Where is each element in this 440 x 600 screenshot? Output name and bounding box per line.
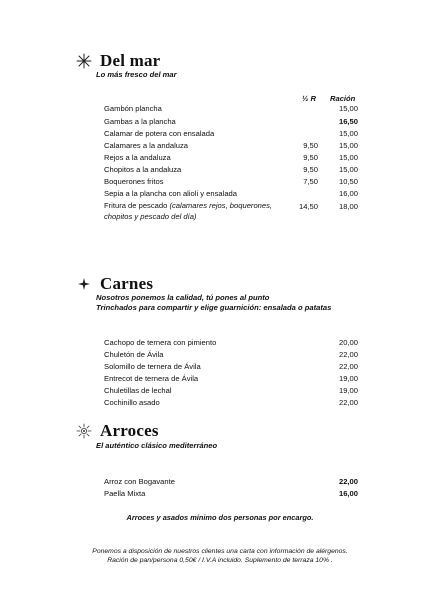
section-title-del-mar: Del mar	[100, 51, 161, 70]
subtitle-carnes-2: Trinchados para compartir y elige guarnición: ensalada o patatas	[96, 303, 332, 312]
item-price: 22,00	[338, 477, 358, 486]
menu-item	[104, 103, 358, 115]
item-price: 18,00	[338, 202, 358, 211]
subtitle-carnes-1: Nosotros ponemos la calidad, tú pones al punto	[96, 293, 270, 302]
item-name: Arroz con Bogavante	[104, 477, 175, 486]
menu-item	[104, 152, 358, 164]
item-name-note: (calamares rejos, boquerones, chopitos y pescado del día)	[104, 201, 273, 221]
menu-item	[104, 397, 358, 409]
footer-allergens: Ponemos a disposición de nuestros clientes una carta con información de alérgenos.	[92, 548, 348, 555]
item-name: Solomillo de ternera de Ávila	[104, 362, 201, 371]
item-name: Boquerones fritos	[104, 177, 164, 186]
section-header-carnes	[76, 274, 153, 294]
item-price: 22,00	[338, 398, 358, 407]
item-price: 15,00	[338, 153, 358, 162]
section-title-carnes: Carnes	[100, 274, 154, 293]
item-price: 22,00	[338, 350, 358, 359]
item-name: Chuletillas de lechal	[104, 386, 172, 395]
arroces-note: Arroces y asados mínimo dos personas por encargo.	[126, 513, 314, 522]
item-price: 19,00	[338, 374, 358, 383]
item-name: Gambas a la plancha	[104, 117, 176, 126]
item-name: Gambón plancha	[104, 104, 162, 113]
item-name: Calamar de potera con ensalada	[104, 129, 215, 138]
item-half-price: 14,50	[298, 202, 318, 211]
subtitle-arroces: El auténtico clásico mediterráneo	[96, 441, 218, 450]
menu-item	[104, 116, 358, 128]
item-price: 15,00	[338, 129, 358, 138]
item-price: 16,00	[338, 489, 358, 498]
item-name: Sepia a la plancha con alioli y ensalada	[104, 189, 237, 198]
menu-item	[104, 164, 358, 176]
menu-item	[104, 476, 358, 488]
menu-item	[104, 361, 358, 373]
item-half-price: 9,50	[303, 141, 318, 150]
section-header-del-mar	[76, 51, 160, 71]
section-title-arroces: Arroces	[100, 421, 159, 440]
subtitle-del-mar: Lo más fresco del mar	[96, 70, 177, 79]
item-name: Chopitos a la andaluza	[104, 165, 182, 174]
menu-item	[104, 188, 358, 200]
item-name: Chuletón de Ávila	[104, 350, 164, 359]
item-half-price: 9,50	[303, 165, 318, 174]
item-price: 20,00	[338, 338, 358, 347]
menu-item	[104, 349, 358, 361]
star-burst-icon	[76, 276, 92, 292]
item-name: Paella Mixta	[104, 489, 146, 498]
item-price: 15,00	[338, 104, 358, 113]
item-price: 19,00	[338, 386, 358, 395]
item-name: Calamares a la andaluza	[104, 141, 189, 150]
menu-item	[104, 373, 358, 385]
item-name: Cochinillo asado	[104, 398, 160, 407]
column-header-half-ration: ½ R	[302, 94, 316, 103]
section-header-arroces	[76, 421, 159, 441]
item-price: 22,00	[338, 362, 358, 371]
menu-item	[104, 337, 358, 349]
item-name-main: Fritura de pescado	[104, 201, 168, 210]
column-header-ration: Ración	[330, 94, 356, 103]
menu-item	[104, 385, 358, 397]
item-price: 15,00	[338, 141, 358, 150]
menu-item	[104, 488, 358, 500]
item-price: 16,50	[338, 117, 358, 126]
item-name: Rejos a la andaluza	[104, 153, 171, 162]
menu-item	[104, 176, 358, 188]
star-burst-icon	[76, 53, 92, 69]
item-half-price: 9,50	[303, 153, 318, 162]
menu-item	[104, 201, 358, 225]
item-price: 10,50	[338, 177, 358, 186]
menu-item	[104, 140, 358, 152]
item-name: Cachopo de ternera con pimiento	[104, 338, 217, 347]
item-name	[104, 201, 284, 222]
menu-item	[104, 128, 358, 140]
sun-burst-icon	[76, 423, 92, 439]
item-price: 15,00	[338, 165, 358, 174]
item-price: 16,00	[338, 189, 358, 198]
item-name: Entrecot de ternera de Ávila	[104, 374, 199, 383]
footer-bread-vat: Ración de pan/persona 0,50€ / I.V.A incluido. Suplemento de terraza 10% .	[107, 557, 333, 564]
item-half-price: 7,50	[303, 177, 318, 186]
